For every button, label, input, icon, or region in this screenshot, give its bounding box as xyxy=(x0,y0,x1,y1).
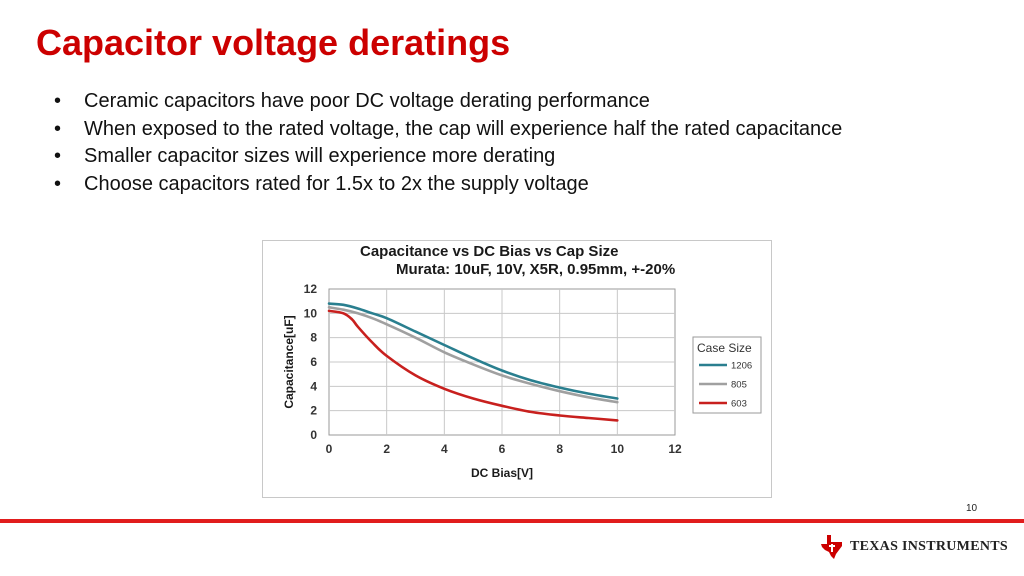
page-number: 10 xyxy=(966,503,978,514)
bullet-item: • Choose capacitors rated for 1.5x to 2x the supply voltage xyxy=(52,171,842,199)
y-tick-label: 8 xyxy=(310,330,317,345)
x-tick-label: 8 xyxy=(556,442,564,456)
x-tick-label: 4 xyxy=(440,442,448,456)
texas-state-icon xyxy=(820,534,844,560)
y-tick-label: 6 xyxy=(310,355,317,369)
y-axis-label: Capacitance[uF] xyxy=(282,315,296,409)
y-tick-label: 12 xyxy=(303,282,317,296)
x-tick-label: 0 xyxy=(325,442,333,456)
legend-title: Case Size xyxy=(697,341,752,355)
y-tick-label: 2 xyxy=(310,403,317,418)
x-tick-label: 2 xyxy=(383,442,391,456)
x-tick-label: 6 xyxy=(498,442,506,456)
slide-title: Capacitor voltage deratings xyxy=(36,22,511,63)
bullet-item: • Ceramic capacitors have poor DC voltage derating performance xyxy=(52,88,842,116)
x-tick-label: 12 xyxy=(668,442,682,456)
y-tick-label: 4 xyxy=(310,379,317,394)
bullet-list xyxy=(52,88,842,198)
x-tick-label: 10 xyxy=(610,442,625,456)
chart-title: Capacitance vs DC Bias vs Cap Size xyxy=(360,243,619,260)
y-tick-label: 0 xyxy=(310,428,317,442)
legend-label: 805 xyxy=(731,379,747,391)
chart-subtitle: Murata: 10uF, 10V, X5R, 0.95mm, +-20% xyxy=(396,261,676,278)
x-axis-label: DC Bias[V] xyxy=(470,466,534,480)
bullet-item: • Smaller capacitor sizes will experience more derating xyxy=(52,143,842,171)
footer-rule xyxy=(0,519,1024,523)
legend-label: 603 xyxy=(731,398,747,410)
bullet-item: • When exposed to the rated voltage, the cap will experience half the rated capacitance xyxy=(52,116,842,144)
chart-svg xyxy=(263,241,771,497)
y-tick-label: 10 xyxy=(303,306,317,321)
company-logo xyxy=(820,532,1008,562)
logo-text: TEXAS INSTRUMENTS xyxy=(850,539,1008,554)
legend-label: 1206 xyxy=(731,360,753,372)
chart-figure xyxy=(262,240,772,498)
